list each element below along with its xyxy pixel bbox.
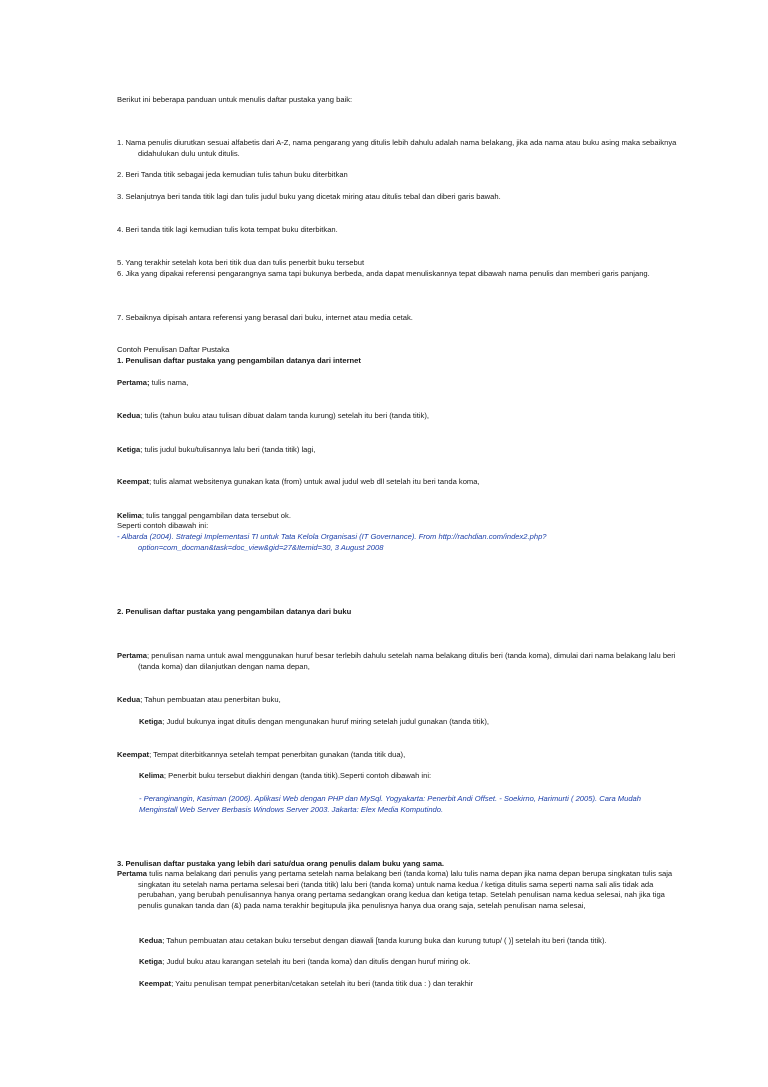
section-2-heading: 2. Penulisan daftar pustaka yang pengambilan datanya dari buku [117,607,352,616]
s3-keempat-label: Keempat [139,979,172,988]
s2-pertama-label: Pertama [117,651,147,660]
s1-seperti: Seperti contoh dibawah ini: [117,521,209,530]
s1-ketiga-label: Ketiga [117,445,141,454]
s2-pertama: Pertama; penulisan nama untuk awal menggunakan huruf besar terlebih dahulu setelah nama belakang ditulis beri (tanda koma), dimulai dari nama belakang lalu beri (tanda koma) dan dilanjutkan dengan nama depan, [117,651,676,671]
s1-example-reference: - Albarda (2004). Strategi Implementasi TI untuk Tata Kelola Organisasi (IT Governance). From http://rachdian.com/index2.php?option=com_docman&task=doc_view&gid=27&Itemid=30, 3 August 2008 [117,532,547,552]
rule-6: 6. Jika yang dipakai referensi pengarangnya sama tapi bukunya berbeda, anda dapat menuliskannya tepat dibawah nama penulis dan memberi garis panjang. [117,269,650,278]
s3-ketiga-label: Ketiga [139,957,163,966]
s2-ketiga-label: Ketiga [139,717,163,726]
s2-keempat: Keempat; Tempat diterbitkannya setelah tempat penerbitan gunakan (tanda titik dua), [117,750,406,759]
rule-3: 3. Selanjutnya beri tanda titik lagi dan tulis judul buku yang dicetak miring atau ditulis tebal dan diberi garis bawah. [117,192,501,201]
s2-kedua: Kedua; Tahun pembuatan atau penerbitan buku, [117,695,281,704]
s3-pertama-label: Pertama [117,869,147,878]
s1-pertama-label: Pertama; [117,378,150,387]
s3-ketiga: Ketiga; Judul buku atau karangan setelah itu beri (tanda koma) dan ditulis dengan huruf miring ok. [139,957,471,966]
s2-kedua-label: Kedua [117,695,141,704]
s2-kelima-label: Kelima [139,771,164,780]
section-1-heading: 1. Penulisan daftar pustaka yang pengambilan datanya dari internet [117,356,361,365]
s2-ketiga: Ketiga; Judul bukunya ingat ditulis dengan mengunakan huruf miring setelah judul gunakan (tanda titik), [139,717,489,726]
rule-4: 4. Beri tanda titik lagi kemudian tulis kota tempat buku diterbitkan. [117,225,338,234]
s3-keempat: Keempat; Yaitu penulisan tempat penerbitan/cetakan setelah itu beri (tanda titik dua : ) dan terakhir [139,979,474,988]
rule-1: 1. Nama penulis diurutkan sesuai alfabetis dari A-Z, nama pengarang yang ditulis lebih dahulu adalah nama belakang, jika ada nama atau buku asing maka sebaiknya didahulukan dulu untuk ditulis. [117,138,677,158]
rule-7: 7. Sebaiknya dipisah antara referensi yang berasal dari buku, internet atau media cetak. [117,313,413,322]
s2-keempat-label: Keempat [117,750,150,759]
s1-keempat: Keempat; tulis alamat websitenya gunakan kata (from) untuk awal judul web dll setelah itu beri tanda koma, [117,477,480,486]
s3-kedua: Kedua; Tahun pembuatan atau cetakan buku tersebut dengan diawali [tanda kurung buka dan kurung tutup/ ( )] setelah itu beri (tanda titik). [139,936,607,945]
rule-2: 2. Beri Tanda titik sebagai jeda kemudian tulis tahun buku diterbitkan [117,170,348,179]
section-3-heading: 3. Penulisan daftar pustaka yang lebih dari satu/dua orang penulis dalam buku yang sama. [117,859,445,868]
s3-pertama: Pertama tulis nama belakang dari penulis yang pertama setelah nama belakang beri (tanda koma) lalu tulis nama depan jika nama depan berupa singkatan tulis saja singkatan itu setelah nama pertama selesai beri (tanda titik) lalu beri (tanda koma) untuk nama kedua / ketiga ditulis sama seperti nama sali alis tidak ada perubahan, yang berubah penulisannya hanya orang pertama sedangkan orang kedua dan ketiga tetap. Setelah penulisan nama kedua selesai, nah jika tiga penulis gunakan tanda dan (&) pada nama terakhir begitupula jika penulisnya hanya dua orang saja, setelah penulisan nama selesai, [117,869,673,910]
s1-kelima: Kelima; tulis tanggal pengambilan data tersebut ok. [117,511,291,520]
s2-kelima: Kelima; Penerbit buku tersebut diakhiri dengan (tanda titik).Seperti contoh dibawah ini: [139,771,432,780]
s1-keempat-label: Keempat [117,477,150,486]
s1-ketiga: Ketiga; tulis judul buku/tulisannya lalu beri (tanda titik) lagi, [117,445,316,454]
s1-kelima-label: Kelima [117,511,142,520]
s2-example-reference: - Peranginangin, Kasiman (2006). Aplikasi Web dengan PHP dan MySql. Yogyakarta: Penerbit Andi Offset. - Soekirno, Harimurti ( 2005). Cara Mudah Menginstall Web Server Berbasis Windows Server 2003. Jakarta: Elex Media Komputindo. [139,794,642,814]
intro-text: Berikut ini beberapa panduan untuk menulis daftar pustaka yang baik: [117,95,353,104]
s1-kedua-label: Kedua [117,411,141,420]
s1-kedua: Kedua; tulis (tahun buku atau tulisan dibuat dalam tanda kurung) setelah itu beri (tanda titik), [117,411,429,420]
contoh-title: Contoh Penulisan Daftar Pustaka [117,345,230,354]
rule-5: 5. Yang terakhir setelah kota beri titik dua dan tulis penerbit buku tersebut [117,258,365,267]
s3-kedua-label: Kedua [139,936,163,945]
s1-pertama: Pertama; tulis nama, [117,378,189,387]
